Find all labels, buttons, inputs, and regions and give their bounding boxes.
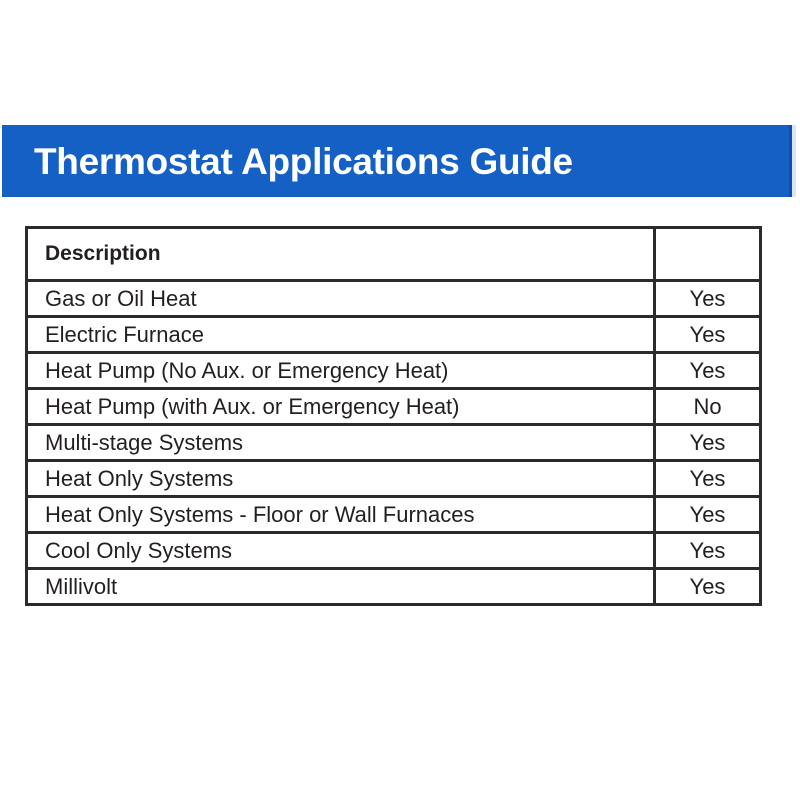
row-value: Yes bbox=[655, 353, 761, 389]
banner-edge bbox=[792, 125, 796, 197]
row-value: Yes bbox=[655, 569, 761, 605]
column-header-compatibility bbox=[655, 228, 761, 281]
table-row bbox=[27, 569, 761, 605]
row-value: Yes bbox=[655, 497, 761, 533]
row-description: Heat Pump (with Aux. or Emergency Heat) bbox=[27, 389, 655, 425]
table-row bbox=[27, 497, 761, 533]
row-value: Yes bbox=[655, 317, 761, 353]
row-description: Electric Furnace bbox=[27, 317, 655, 353]
row-value: Yes bbox=[655, 461, 761, 497]
row-description: Millivolt bbox=[27, 569, 655, 605]
page-title: Thermostat Applications Guide bbox=[34, 141, 573, 182]
table-row bbox=[27, 425, 761, 461]
row-description: Heat Only Systems - Floor or Wall Furnaces bbox=[27, 497, 655, 533]
row-value: Yes bbox=[655, 533, 761, 569]
applications-table bbox=[25, 226, 762, 606]
row-value: Yes bbox=[655, 281, 761, 317]
row-value: Yes bbox=[655, 425, 761, 461]
row-description: Heat Only Systems bbox=[27, 461, 655, 497]
row-value: No bbox=[655, 389, 761, 425]
table-row bbox=[27, 353, 761, 389]
table-row bbox=[27, 317, 761, 353]
table-row bbox=[27, 461, 761, 497]
table-row bbox=[27, 533, 761, 569]
row-description: Heat Pump (No Aux. or Emergency Heat) bbox=[27, 353, 655, 389]
column-header-description: Description bbox=[27, 228, 655, 281]
table-row bbox=[27, 389, 761, 425]
row-description: Cool Only Systems bbox=[27, 533, 655, 569]
table-header-row bbox=[27, 228, 761, 281]
table-row bbox=[27, 281, 761, 317]
row-description: Gas or Oil Heat bbox=[27, 281, 655, 317]
row-description: Multi-stage Systems bbox=[27, 425, 655, 461]
